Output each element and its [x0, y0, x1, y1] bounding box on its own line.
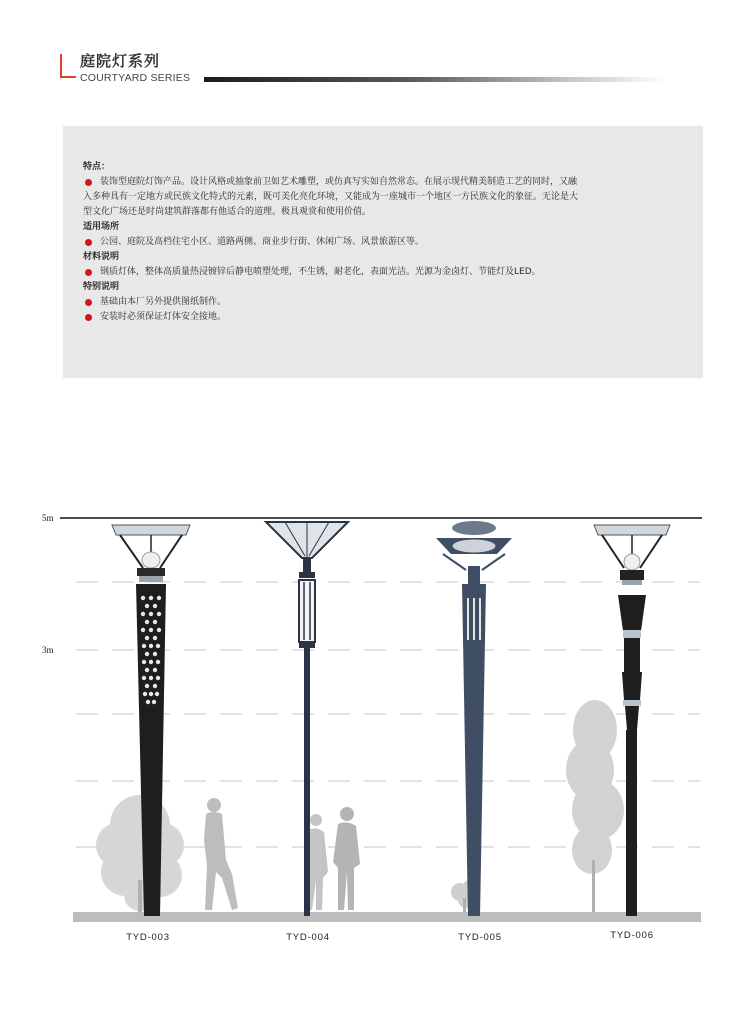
- section-title-notes: 特别说明: [83, 282, 120, 292]
- tree-icon: [566, 700, 624, 912]
- header-gradient-rule: [204, 77, 666, 82]
- header-bracket-horizontal: [60, 76, 76, 78]
- bullet-item: [83, 310, 693, 325]
- bullet-dot-icon: [85, 269, 92, 276]
- page-header: [0, 0, 754, 90]
- section-title-usage: 适用场所: [83, 222, 120, 232]
- model-label-tyd-006: TYD-006: [610, 930, 654, 941]
- bullet-text-line: 型文化广场还是时尚建筑群落都有他适合的道理。极具观赏和使用价值。: [83, 207, 372, 217]
- features-panel: [63, 126, 703, 378]
- page-subtitle: COURTYARD SERIES: [80, 72, 191, 84]
- person-silhouette-icon: [204, 798, 238, 910]
- model-label-tyd-004: TYD-004: [286, 932, 330, 943]
- bullet-text-line: 基础由本厂另外提供图纸制作。: [100, 297, 227, 307]
- bullet-text-line: 安装时必须保证灯体安全接地。: [100, 312, 227, 322]
- header-bracket-vertical: [60, 54, 62, 78]
- bullet-item: [83, 295, 693, 310]
- tree-icon: [96, 795, 184, 912]
- bullet-item: [83, 175, 693, 190]
- bullet-dot-icon: [85, 314, 92, 321]
- lamp-diagram-svg: [0, 500, 754, 980]
- bullet-text-line: 钢质灯体，整体高质量热浸镀锌后静电喷塑处理，不生锈，耐老化，表面光洁。光源为金卤灯、节能灯及LED。: [100, 267, 541, 277]
- features-content: [83, 160, 693, 325]
- bullet-dot-icon: [85, 299, 92, 306]
- model-label-tyd-005: TYD-005: [458, 932, 502, 943]
- bullet-item: [83, 235, 693, 250]
- page-title: 庭院灯系列: [80, 52, 161, 70]
- section-title-materials: 材料说明: [83, 252, 120, 262]
- bullet-text-line: 公园、庭院及高档住宅小区、道路两侧、商业步行街、休闲广场、风景旅游区等。: [100, 237, 425, 247]
- height-label-5m: 5m: [42, 513, 54, 523]
- lamp-height-diagram: [0, 500, 754, 980]
- bullet-dot-icon: [85, 179, 92, 186]
- lamp-tyd-005: [436, 521, 512, 916]
- bullet-text-line: 入多种具有一定地方或民族文化特式的元素，既可美化亮化环境，又能成为一座城市一个地区一方民族文化的象征。无论是大: [83, 192, 579, 202]
- bullet-text-line: 装饰型庭院灯饰产品。设计风格或抽象前卫如艺术雕塑，或仿真写实如自然常态。在展示现代精美制造工艺的同时，又融: [100, 177, 578, 187]
- ground-strip: [73, 912, 701, 922]
- bullet-item: [83, 265, 693, 280]
- person-silhouette-icon: [333, 807, 360, 910]
- bullet-dot-icon: [85, 239, 92, 246]
- model-label-tyd-003: TYD-003: [126, 932, 170, 943]
- section-title-features: 特点：: [83, 162, 111, 172]
- height-label-3m: 3m: [42, 645, 54, 655]
